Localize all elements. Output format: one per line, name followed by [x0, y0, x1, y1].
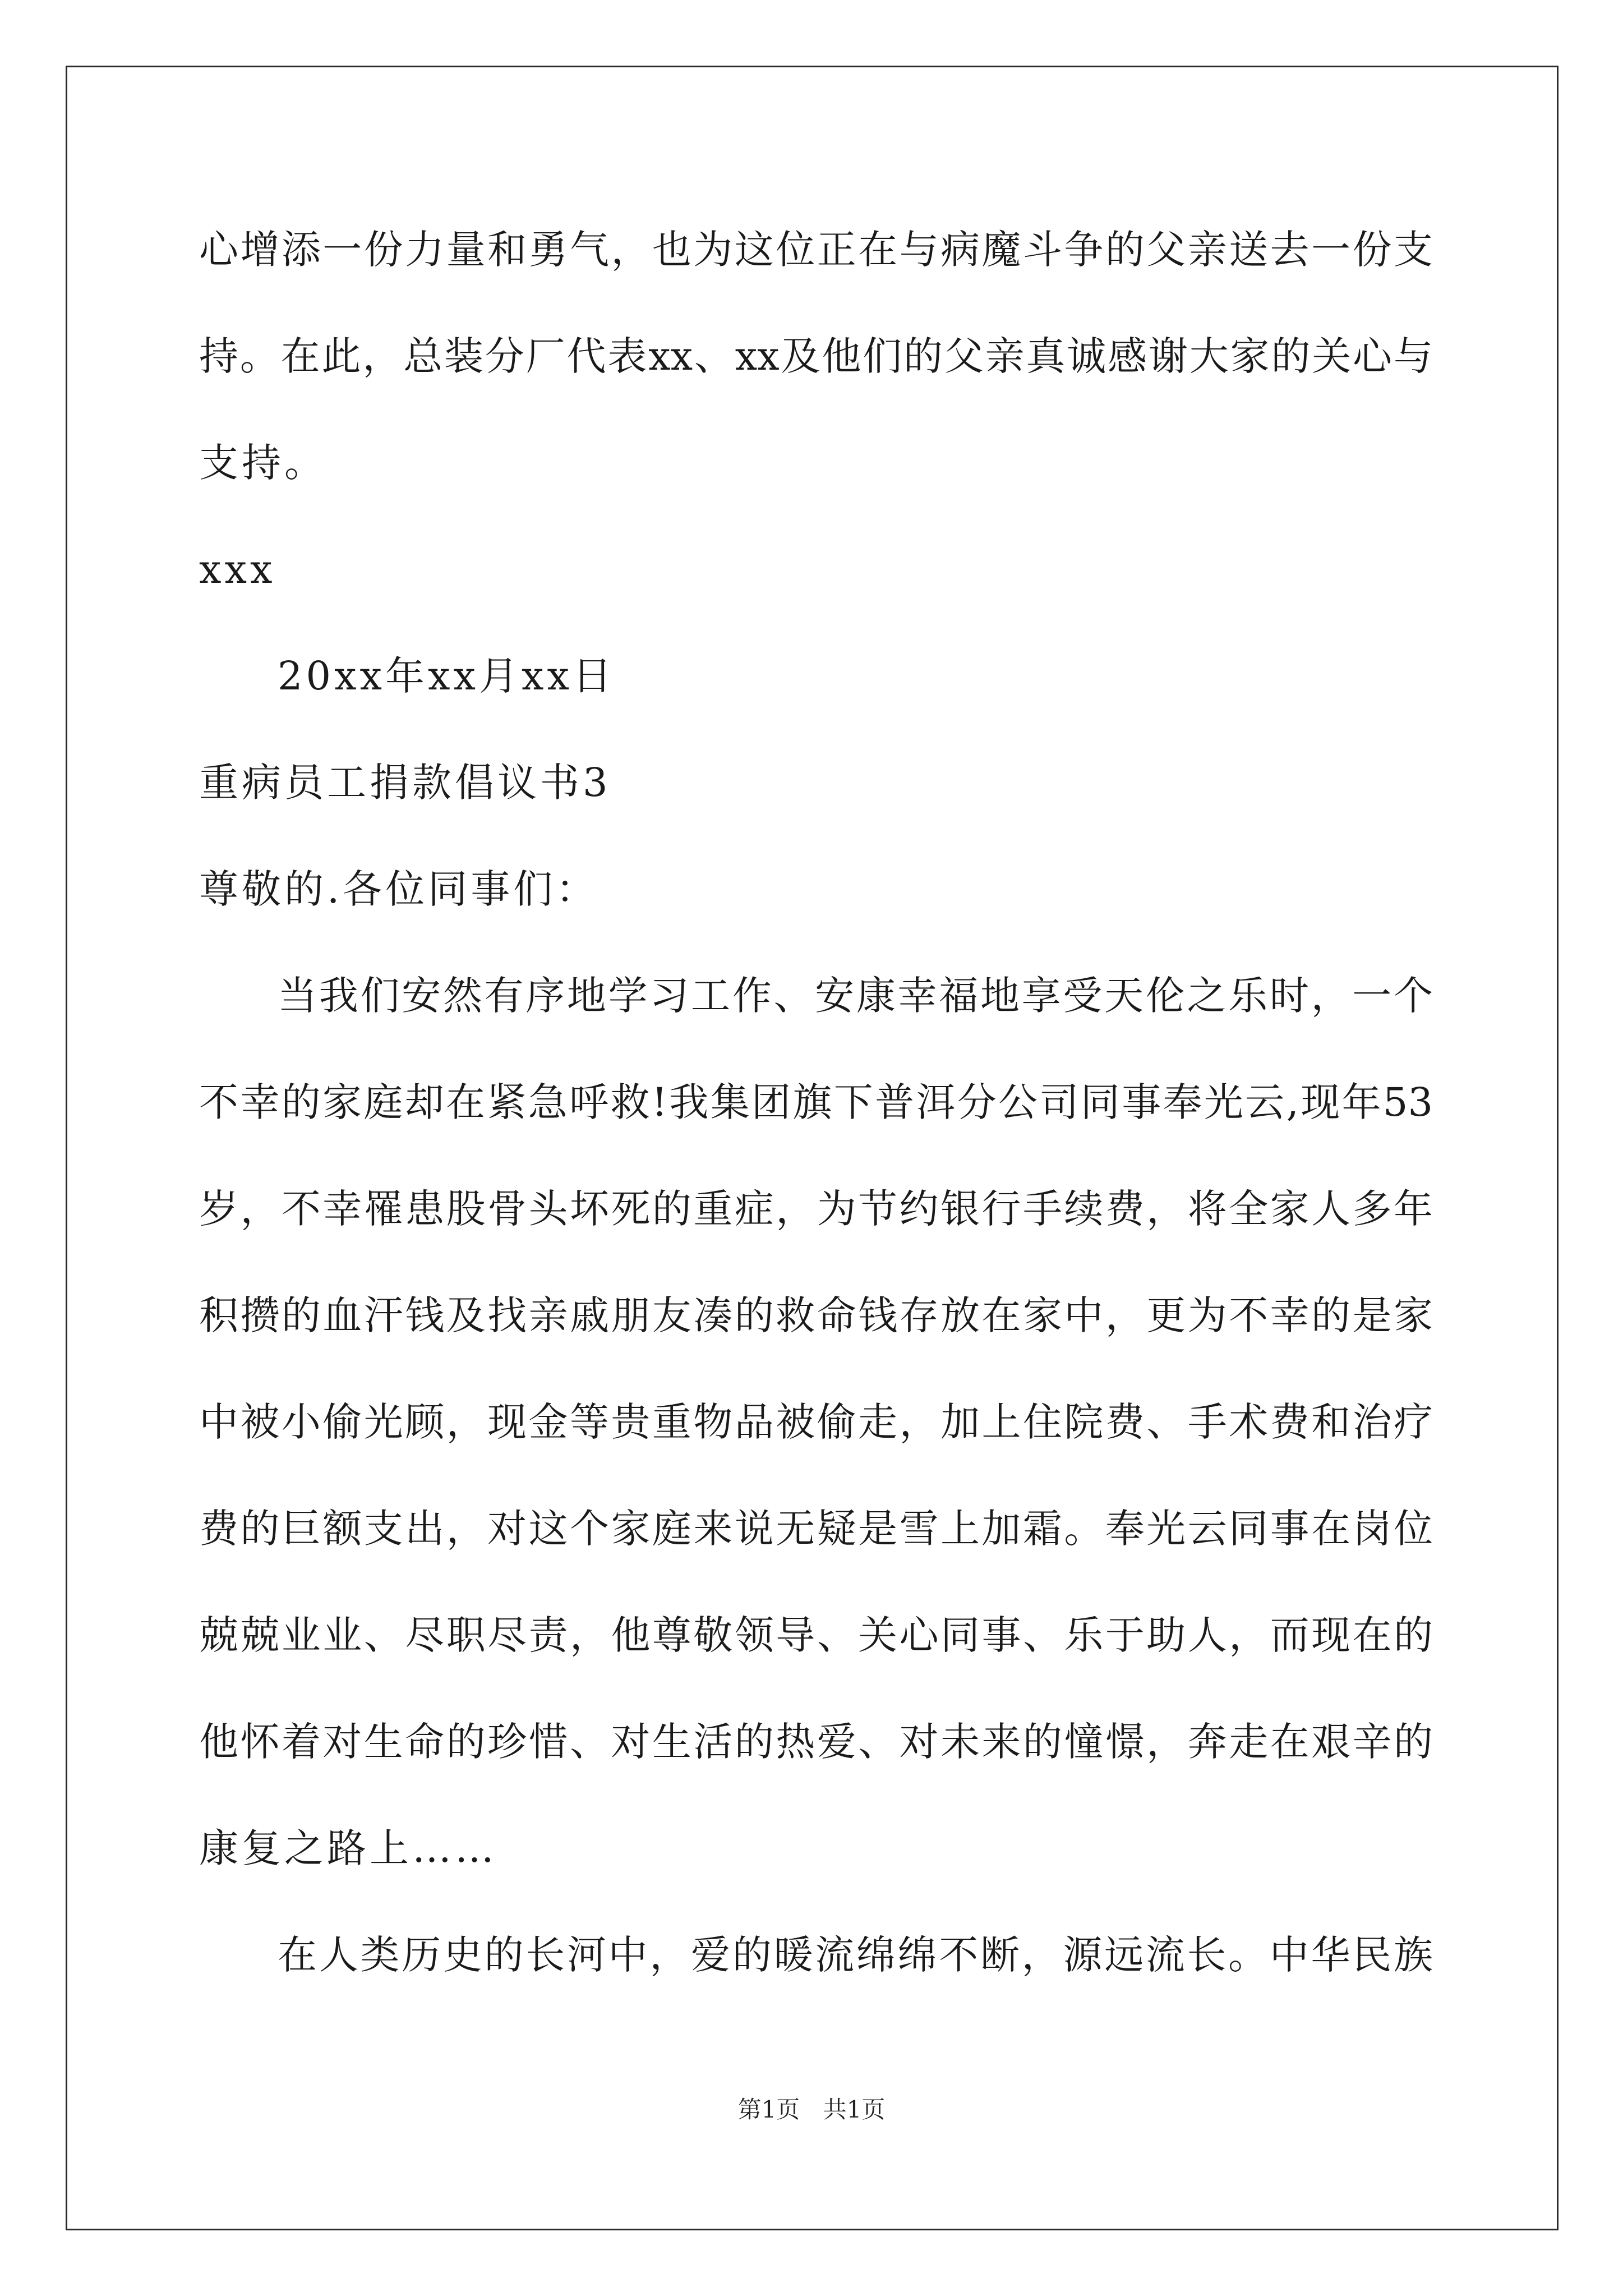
body-line: 心增添一份力量和勇气，也为这位正在与病魔斗争的父亲送去一份支 [199, 227, 1433, 273]
salutation: 尊敬的.各位同事们： [199, 866, 599, 912]
section-title: 重病员工捐款倡议书3 [199, 760, 611, 806]
body-line: 积攒的血汗钱及找亲戚朋友凑的救命钱存放在家中，更为不幸的是家 [199, 1292, 1433, 1338]
body-line: 岁，不幸罹患股骨头坏死的重症，为节约银行手续费，将全家人多年 [199, 1186, 1433, 1232]
page-border [66, 66, 1559, 2230]
body-line: 中被小偷光顾，现金等贵重物品被偷走，加上住院费、手术费和治疗 [199, 1399, 1433, 1445]
body-line: 不幸的家庭却在紧急呼救!我集团旗下普洱分公司同事奉光云,现年53 [199, 1079, 1433, 1125]
date-line: 20xx年xx月xx日 [278, 653, 615, 699]
body-line: 当我们安然有序地学习工作、安康幸福地享受天伦之乐时，一个 [278, 973, 1433, 1019]
body-line: 费的巨额支出，对这个家庭来说无疑是雪上加霜。奉光云同事在岗位 [199, 1506, 1433, 1552]
signature-name: xxx [199, 546, 276, 592]
body-line: 他怀着对生命的珍惜、对生活的热爱、对未来的憧憬，奔走在艰辛的 [199, 1719, 1433, 1765]
body-line: 持。在此，总装分厂代表xx、xx及他们的父亲真诚感谢大家的关心与 [199, 333, 1433, 379]
body-line: 兢兢业业、尽职尽责，他尊敬领导、关心同事、乐于助人，而现在的 [199, 1612, 1433, 1658]
body-line: 在人类历史的长河中，爱的暖流绵绵不断，源远流长。中华民族 [278, 1932, 1433, 1978]
body-line: 康复之路上…… [199, 1825, 497, 1871]
body-line: 支持。 [199, 440, 327, 486]
page-footer [0, 2098, 1623, 2122]
page-total: 共1页 [823, 2096, 886, 2123]
page-number: 第1页 [737, 2096, 800, 2123]
